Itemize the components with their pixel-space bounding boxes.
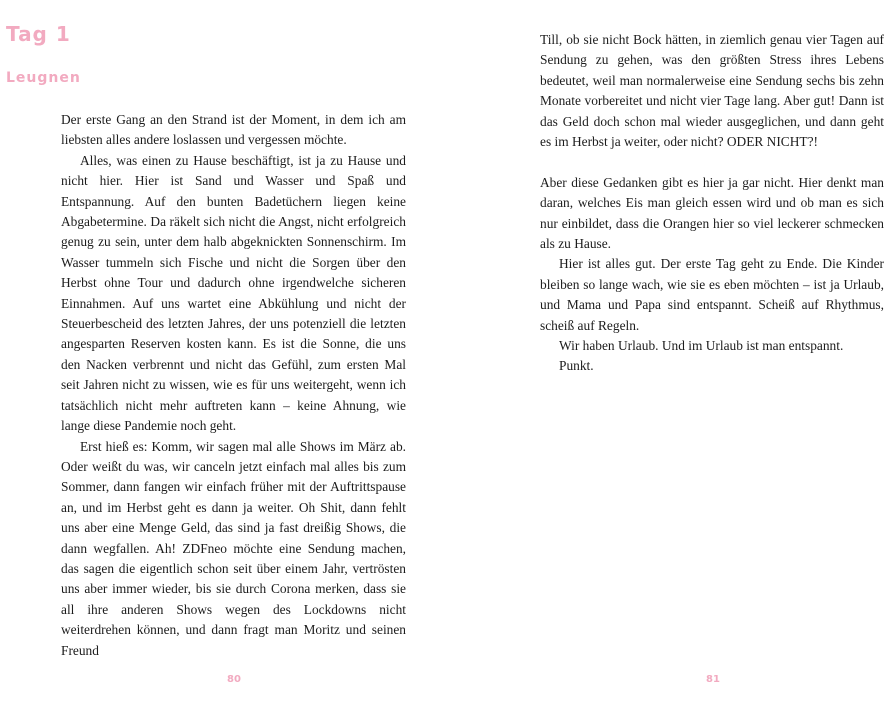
chapter-title: Tag 1 [6,22,71,46]
paragraph: Erst hieß es: Komm, wir sagen mal alle Shows im März ab. Oder weißt du was, wir canceln jetzt einfach mal alles bis zum Sommer, dann fangen wir einfach früher mit der Auftrittspause an, und im Herbst geht es dann ja weiter. Oh Shit, dann fehlt uns aber eine Menge Geld, das sind ja fast dreißig Shows, die dann wegfallen. Ah! ZDFneo möchte eine Sendung machen, das sagen die eigentlich schon seit über einem Jahr, vertrösten uns aber immer wieder, bis sie durch Corona merken, dass sie all ihre anderen Shows wegen des Lockdowns nicht weiterdrehen können, und dann fragt man Moritz und seinen Freund [61,438,406,658]
page-number: 81 [706,674,720,685]
left-page-body [61,110,406,661]
page-number: 80 [227,674,241,685]
right-page-body [540,30,884,377]
chapter-subtitle: Leugnen [6,70,81,86]
paragraph: Hier ist alles gut. Der erste Tag geht zu Ende. Die Kinder bleiben so lange wach, wie sie es eben möchten – ist ja Urlaub, und Mama und Papa sind entspannt. Scheiß auf Rhythmus, scheiß auf Regeln. [540,256,884,333]
paragraph: Alles, was einen zu Hause beschäftigt, ist ja zu Hause und nicht hier. Hier ist Sand und Wasser und Spaß und Entspannung. Auf den bunten Badetüchern liegen keine Abgabetermine. Da räkelt sich nicht die Angst, nicht erfolgreich genug zu sein, unter dem halb abgeknickten Sonnenschirm. Im Wasser tummeln sich Fische und nicht die Sorgen über den Herbst ohne Tour und dadurch ohne irgendwelche sicheren Einnahmen. Auf uns wartet eine Abkühlung und nicht der Steuerbescheid des letzten Jahres, der uns potenziell die letzten angesparten Reserven kosten kann. Es ist die Sonne, die uns den Nacken verbrennt und nicht das Gefühl, zum ersten Mal seit Jahren nicht zu wissen, wie es für uns weitergeht, wenn ich tatsächlich nicht mehr auftreten kann – keine Ahnung, wie lange diese Pandemie noch geht. [61,152,406,434]
paragraph: Till, ob sie nicht Bock hätten, in ziemlich genau vier Tagen auf Sendung zu gehen, was den größten Stress ihres Lebens bedeutet, weil man normalerweise eine Sendung sechs bis zehn Monate vorbereitet und nicht vier Tage lang. Aber gut! Dann ist das Geld doch schon mal wieder ausgeglichen, und dann geht es im Herbst ja weiter, oder nicht? ODER NICHT?! [540,32,884,150]
paragraph: Der erste Gang an den Strand ist der Moment, in dem ich am liebsten alles andere loslassen und vergessen möchte. [61,112,406,148]
paragraph: Punkt. [559,358,594,374]
right-page [444,0,888,710]
paragraph: Wir haben Urlaub. Und im Urlaub ist man entspannt. [559,338,844,354]
paragraph: Aber diese Gedanken gibt es hier ja gar nicht. Hier denkt man daran, welches Eis man gleich essen wird und ob man es sich nur einbildet, dass die Orangen hier so viel leckerer schmecken als zu Hause. [540,174,884,252]
